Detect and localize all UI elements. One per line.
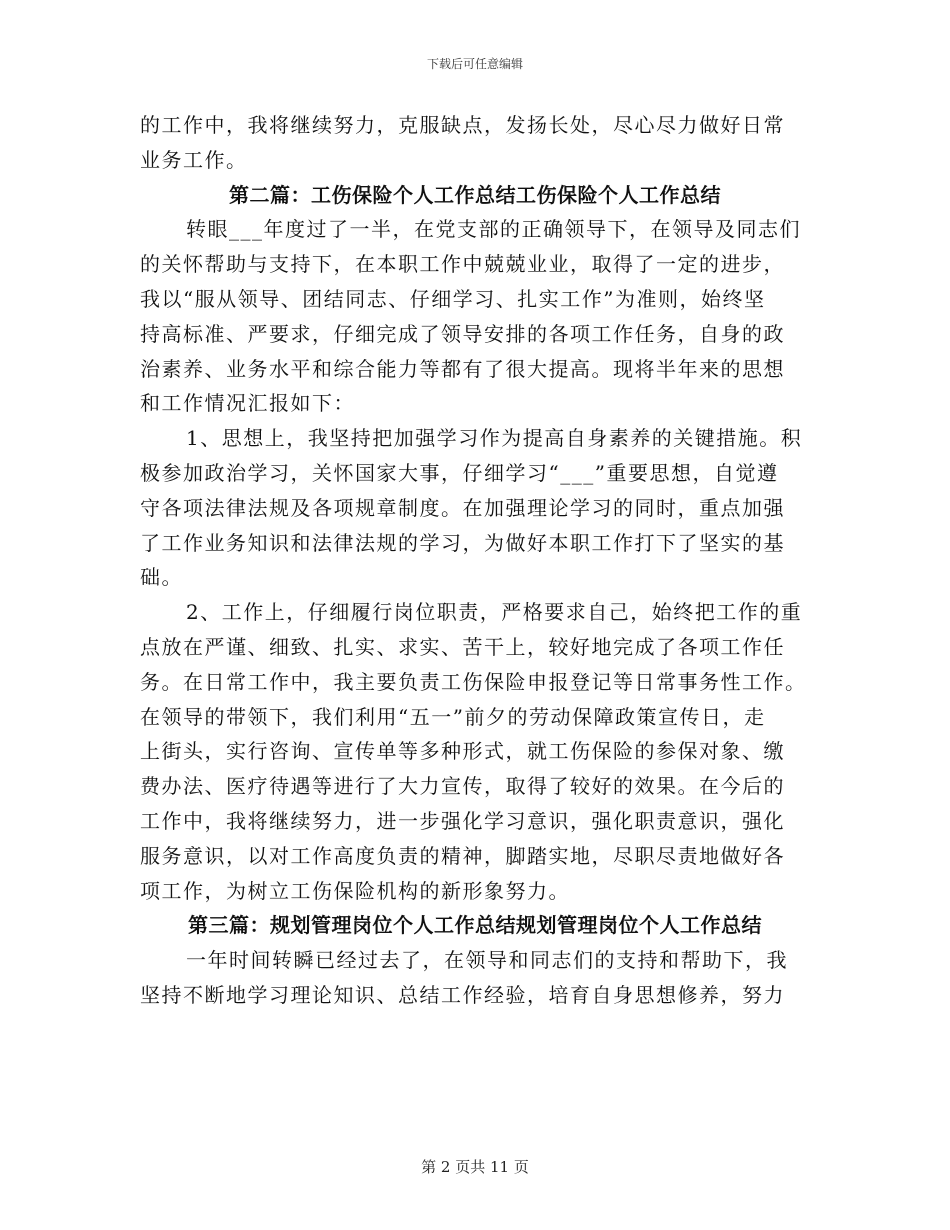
paragraph-line: 2、工作上，仔细履行岗位职责，严格要求自己，始终把工作的重 (186, 600, 803, 625)
paragraph-line: 转眼___年度过了一半，在党支部的正确领导下，在领导及同志们 (186, 217, 801, 242)
paragraph-line: 的工作中，我将继续努力，克服缺点，发扬长处，尽心尽力做好日常 (140, 113, 785, 137)
paragraph-line: 的关怀帮助与支持下，在本职工作中兢兢业业，取得了一定的进步， (140, 252, 785, 277)
paragraph-line: 费办法、医疗待遇等进行了大力宣传，取得了较好的效果。在今后的 (140, 774, 785, 799)
paragraph-line: 础。 (140, 565, 183, 590)
paragraph-line: 持高标准、严要求，仔细完成了领导安排的各项工作任务，自身的政 (140, 321, 785, 346)
paragraph-line: 我以“服从领导、团结同志、仔细学习、扎实工作”为准则，始终坚 (140, 286, 766, 311)
page-number: 第 2 页共 11 页 (421, 1158, 529, 1176)
paragraph-line: 点放在严谨、细致、扎实、求实、苦干上，较好地完成了各项工作任 (140, 634, 785, 659)
paragraph-line: 1、思想上，我坚持把加强学习作为提高自身素养的关键措施。积 (186, 426, 803, 451)
paragraph-line: 和工作情况汇报如下： (140, 391, 355, 416)
page-header: 下载后可任意编辑 (426, 57, 523, 71)
paragraph-line: 守各项法律法规及各项规章制度。在加强理论学习的同时，重点加强 (140, 495, 785, 520)
paragraph-line: 一年时间转瞬已经过去了，在领导和同志们的支持和帮助下，我 (186, 948, 788, 973)
paragraph-line: 上街头，实行咨询、宣传单等多种形式，就工伤保险的参保对象、缴 (140, 739, 785, 764)
paragraph-line: 在领导的带领下，我们利用“五一”前夕的劳动保障政策宣传日，走 (140, 704, 766, 729)
paragraph-line: 了工作业务知识和法律法规的学习，为做好本职工作打下了坚实的基 (140, 530, 785, 555)
paragraph-line: 工作中，我将继续努力，进一步强化学习意识，强化职责意识，强化 (140, 808, 785, 833)
section-2-title: 第二篇：工伤保险个人工作总结工伤保险个人工作总结 (229, 182, 721, 207)
paragraph-line: 坚持不断地学习理论知识、总结工作经验，培育自身思想修养，努力 (140, 982, 785, 1007)
paragraph-line: 务。在日常工作中，我主要负责工伤保险申报登记等日常事务性工作。 (140, 669, 807, 694)
paragraph-line: 治素养、业务水平和综合能力等都有了很大提高。现将半年来的思想 (140, 356, 785, 381)
section-3-title: 第三篇：规划管理岗位个人工作总结规划管理岗位个人工作总结 (188, 913, 762, 938)
document-body (140, 108, 810, 1013)
paragraph-line: 极参加政治学习，关怀国家大事，仔细学习“___”重要思想，自觉遵 (140, 460, 779, 485)
paragraph-line: 项工作，为树立工伤保险机构的新形象努力。 (140, 878, 570, 903)
paragraph-line: 服务意识，以对工作高度负责的精神，脚踏实地，尽职尽责地做好各 (140, 843, 785, 868)
paragraph-line: 业务工作。 (140, 147, 248, 172)
